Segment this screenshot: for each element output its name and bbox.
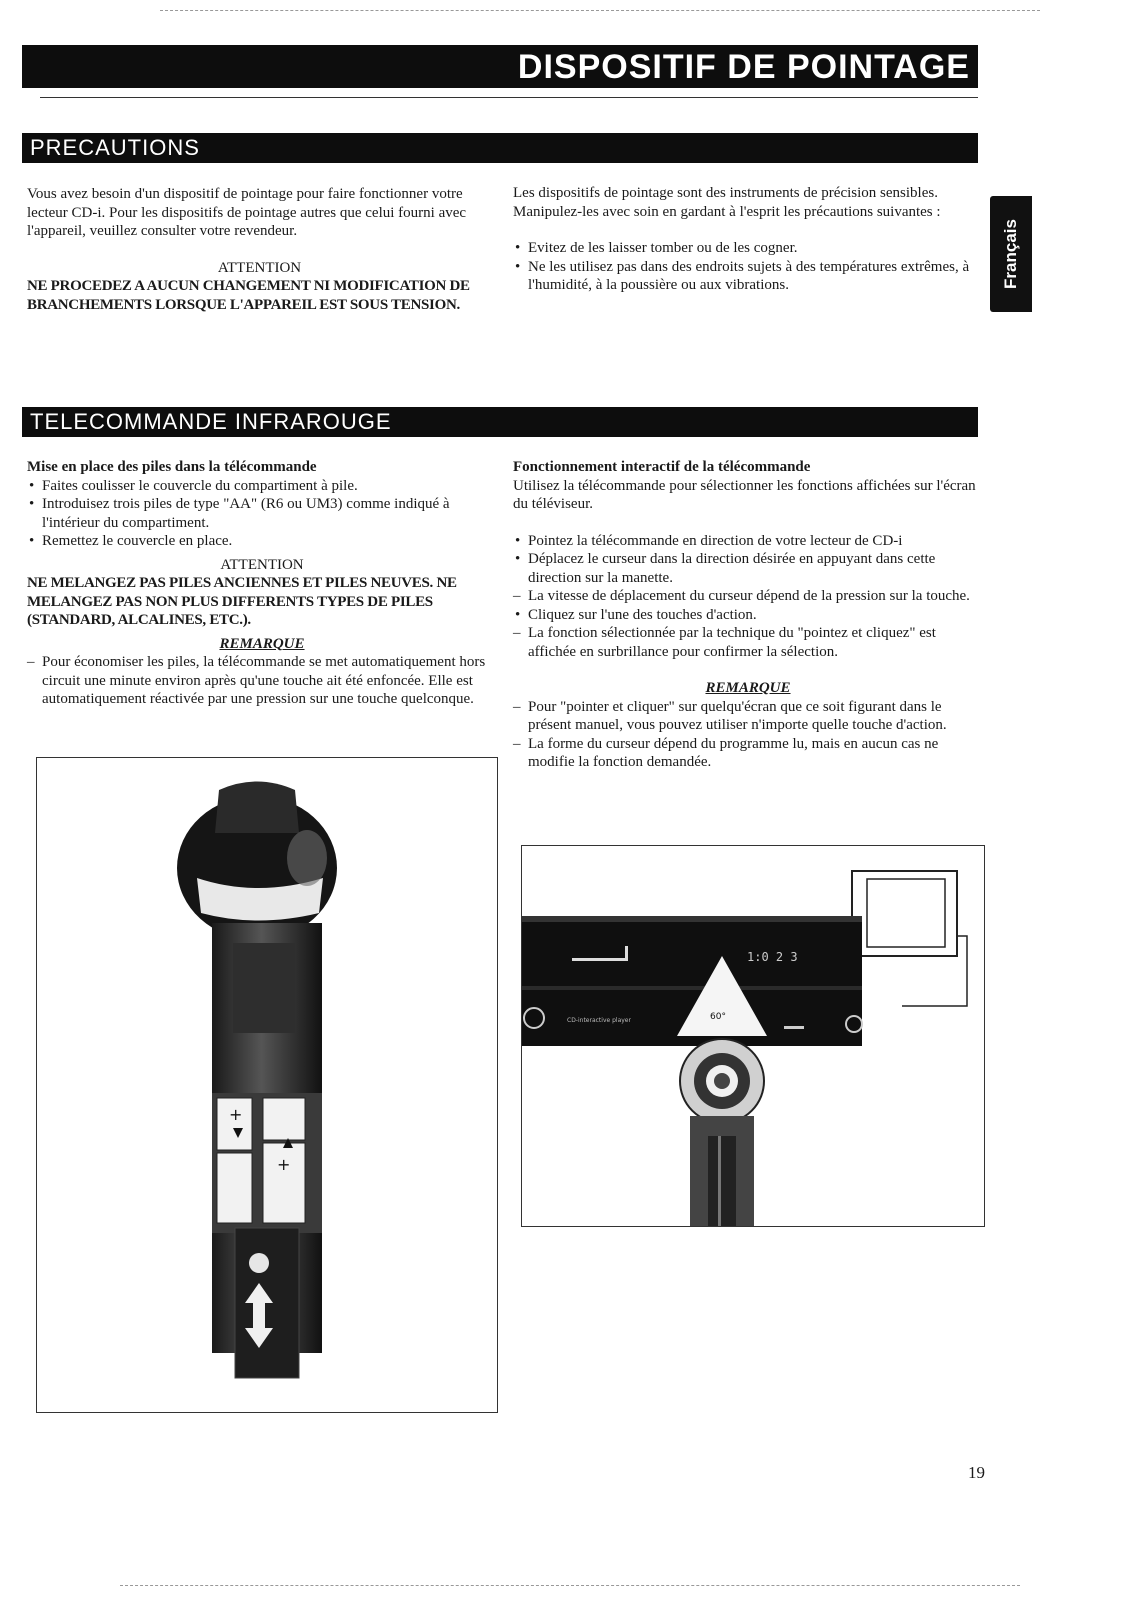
- list-item: – Pour économiser les piles, la télécommande se met automatiquement hors circuit une minute environ après qu'une touche ait été enfoncée. Elle est automatiquement réactivée par une pression sur une touche quelconque.: [27, 653, 497, 709]
- list-item: • Evitez de les laisser tomber ou de les cogner.: [513, 239, 978, 258]
- interactive-remarque-title: REMARQUE: [705, 680, 791, 696]
- list-item: • Pointez la télécommande en direction de votre lecteur de CD-i: [513, 532, 983, 551]
- batteries-remarque-list: [27, 653, 497, 709]
- precautions-intro: Vous avez besoin d'un dispositif de pointage pour faire fonctionner votre lecteur CD-i. Pour les dispositifs de pointage autres que celui fourni avec l'appareil, veuillez consulter votre revendeur.: [27, 186, 467, 239]
- list-item: – La vitesse de déplacement du curseur dépend de la pression sur la touche.: [513, 587, 983, 606]
- list-item: • Faites coulisser le couvercle du compartiment à pile.: [27, 477, 497, 496]
- player-brand-text: CD-interactive player: [567, 1017, 631, 1024]
- interactive-steps: [513, 532, 983, 662]
- page-title: DISPOSITIF DE POINTAGE: [517, 48, 970, 86]
- list-item: • Introduisez trois piles de type "AA" (R6 ou UM3) comme indiqué à l'intérieur du compartiment.: [27, 495, 497, 532]
- scan-artifact-bottom: [120, 1585, 1020, 1586]
- telecommande-heading-bar: [22, 407, 978, 437]
- list-item: • Cliquez sur l'une des touches d'action.: [513, 606, 983, 625]
- telecommande-left-column: [27, 458, 497, 709]
- ir-angle-label: 60°: [710, 1012, 726, 1022]
- precautions-attention-title: ATTENTION: [217, 259, 302, 276]
- list-item: – La fonction sélectionnée par la technique du "pointez et cliquez" est affichée en surbrillance pour confirmer la sélection.: [513, 624, 983, 661]
- precautions-bullet-list: [513, 239, 978, 295]
- list-item: – Pour "pointer et cliquer" sur quelqu'écran que ce soit figurant dans le présent manuel, vous pouvez utiliser n'importe quelle touche d'action.: [513, 698, 983, 735]
- telecommande-right-column: [513, 458, 983, 772]
- language-tab-label: Français: [1001, 219, 1020, 289]
- batteries-steps: [27, 477, 497, 551]
- svg-text:+: +: [229, 1105, 243, 1124]
- precautions-right-intro: Les dispositifs de pointage sont des instruments de précision sensibles. Manipulez-les avec soin en gardant à l'esprit les précautions suivantes :: [513, 185, 941, 220]
- scan-artifact-top: [160, 10, 1040, 11]
- precautions-right-column: [513, 184, 978, 295]
- interactive-intro: Utilisez la télécommande pour sélectionner les fonctions affichées sur l'écran du téléviseur.: [513, 477, 976, 512]
- interactive-remarque-list: [513, 698, 983, 772]
- remote-control-figure: [36, 757, 498, 1413]
- language-tab: [990, 196, 1032, 312]
- batteries-remarque-title: REMARQUE: [219, 635, 305, 652]
- list-item: – La forme du curseur dépend du programme lu, mais en aucun cas ne modifie la fonction demandée.: [513, 735, 983, 772]
- precautions-heading: PRECAUTIONS: [30, 135, 200, 160]
- interactive-subtitle: Fonctionnement interactif de la télécommande: [513, 459, 811, 475]
- batteries-attention-text: NE MELANGEZ PAS PILES ANCIENNES ET PILES NEUVES. NE MELANGEZ PAS NON PLUS DIFFERENTS TYPES DE PILES (STANDARD, ALCALINES, ETC.).: [27, 575, 457, 628]
- player-figure: [521, 845, 985, 1227]
- telecommande-heading: TELECOMMANDE INFRAROUGE: [30, 409, 392, 434]
- page-number: 19: [968, 1463, 985, 1482]
- remote-control-illustration: [37, 758, 497, 1412]
- svg-text:+: +: [277, 1155, 291, 1174]
- precautions-left-column: [27, 185, 492, 314]
- precautions-heading-bar: [22, 133, 978, 163]
- player-display-text: 1:0 2 3: [747, 950, 798, 964]
- precautions-attention-text: NE PROCEDEZ A AUCUN CHANGEMENT NI MODIFICATION DE BRANCHEMENTS LORSQUE L'APPAREIL EST SOUS TENSION.: [27, 278, 470, 313]
- player-illustration: [522, 846, 984, 1226]
- page-title-bar: [22, 45, 978, 88]
- batteries-subtitle: Mise en place des piles dans la télécommande: [27, 459, 317, 475]
- list-item: • Ne les utilisez pas dans des endroits sujets à des températures extrêmes, à l'humidité, à la poussière ou aux vibrations.: [513, 258, 978, 295]
- batteries-attention-title: ATTENTION: [220, 556, 304, 573]
- list-item: • Déplacez le curseur dans la direction désirée en appuyant dans cette direction sur la manette.: [513, 550, 983, 587]
- list-item: • Remettez le couvercle en place.: [27, 532, 497, 551]
- title-rule: [40, 97, 978, 98]
